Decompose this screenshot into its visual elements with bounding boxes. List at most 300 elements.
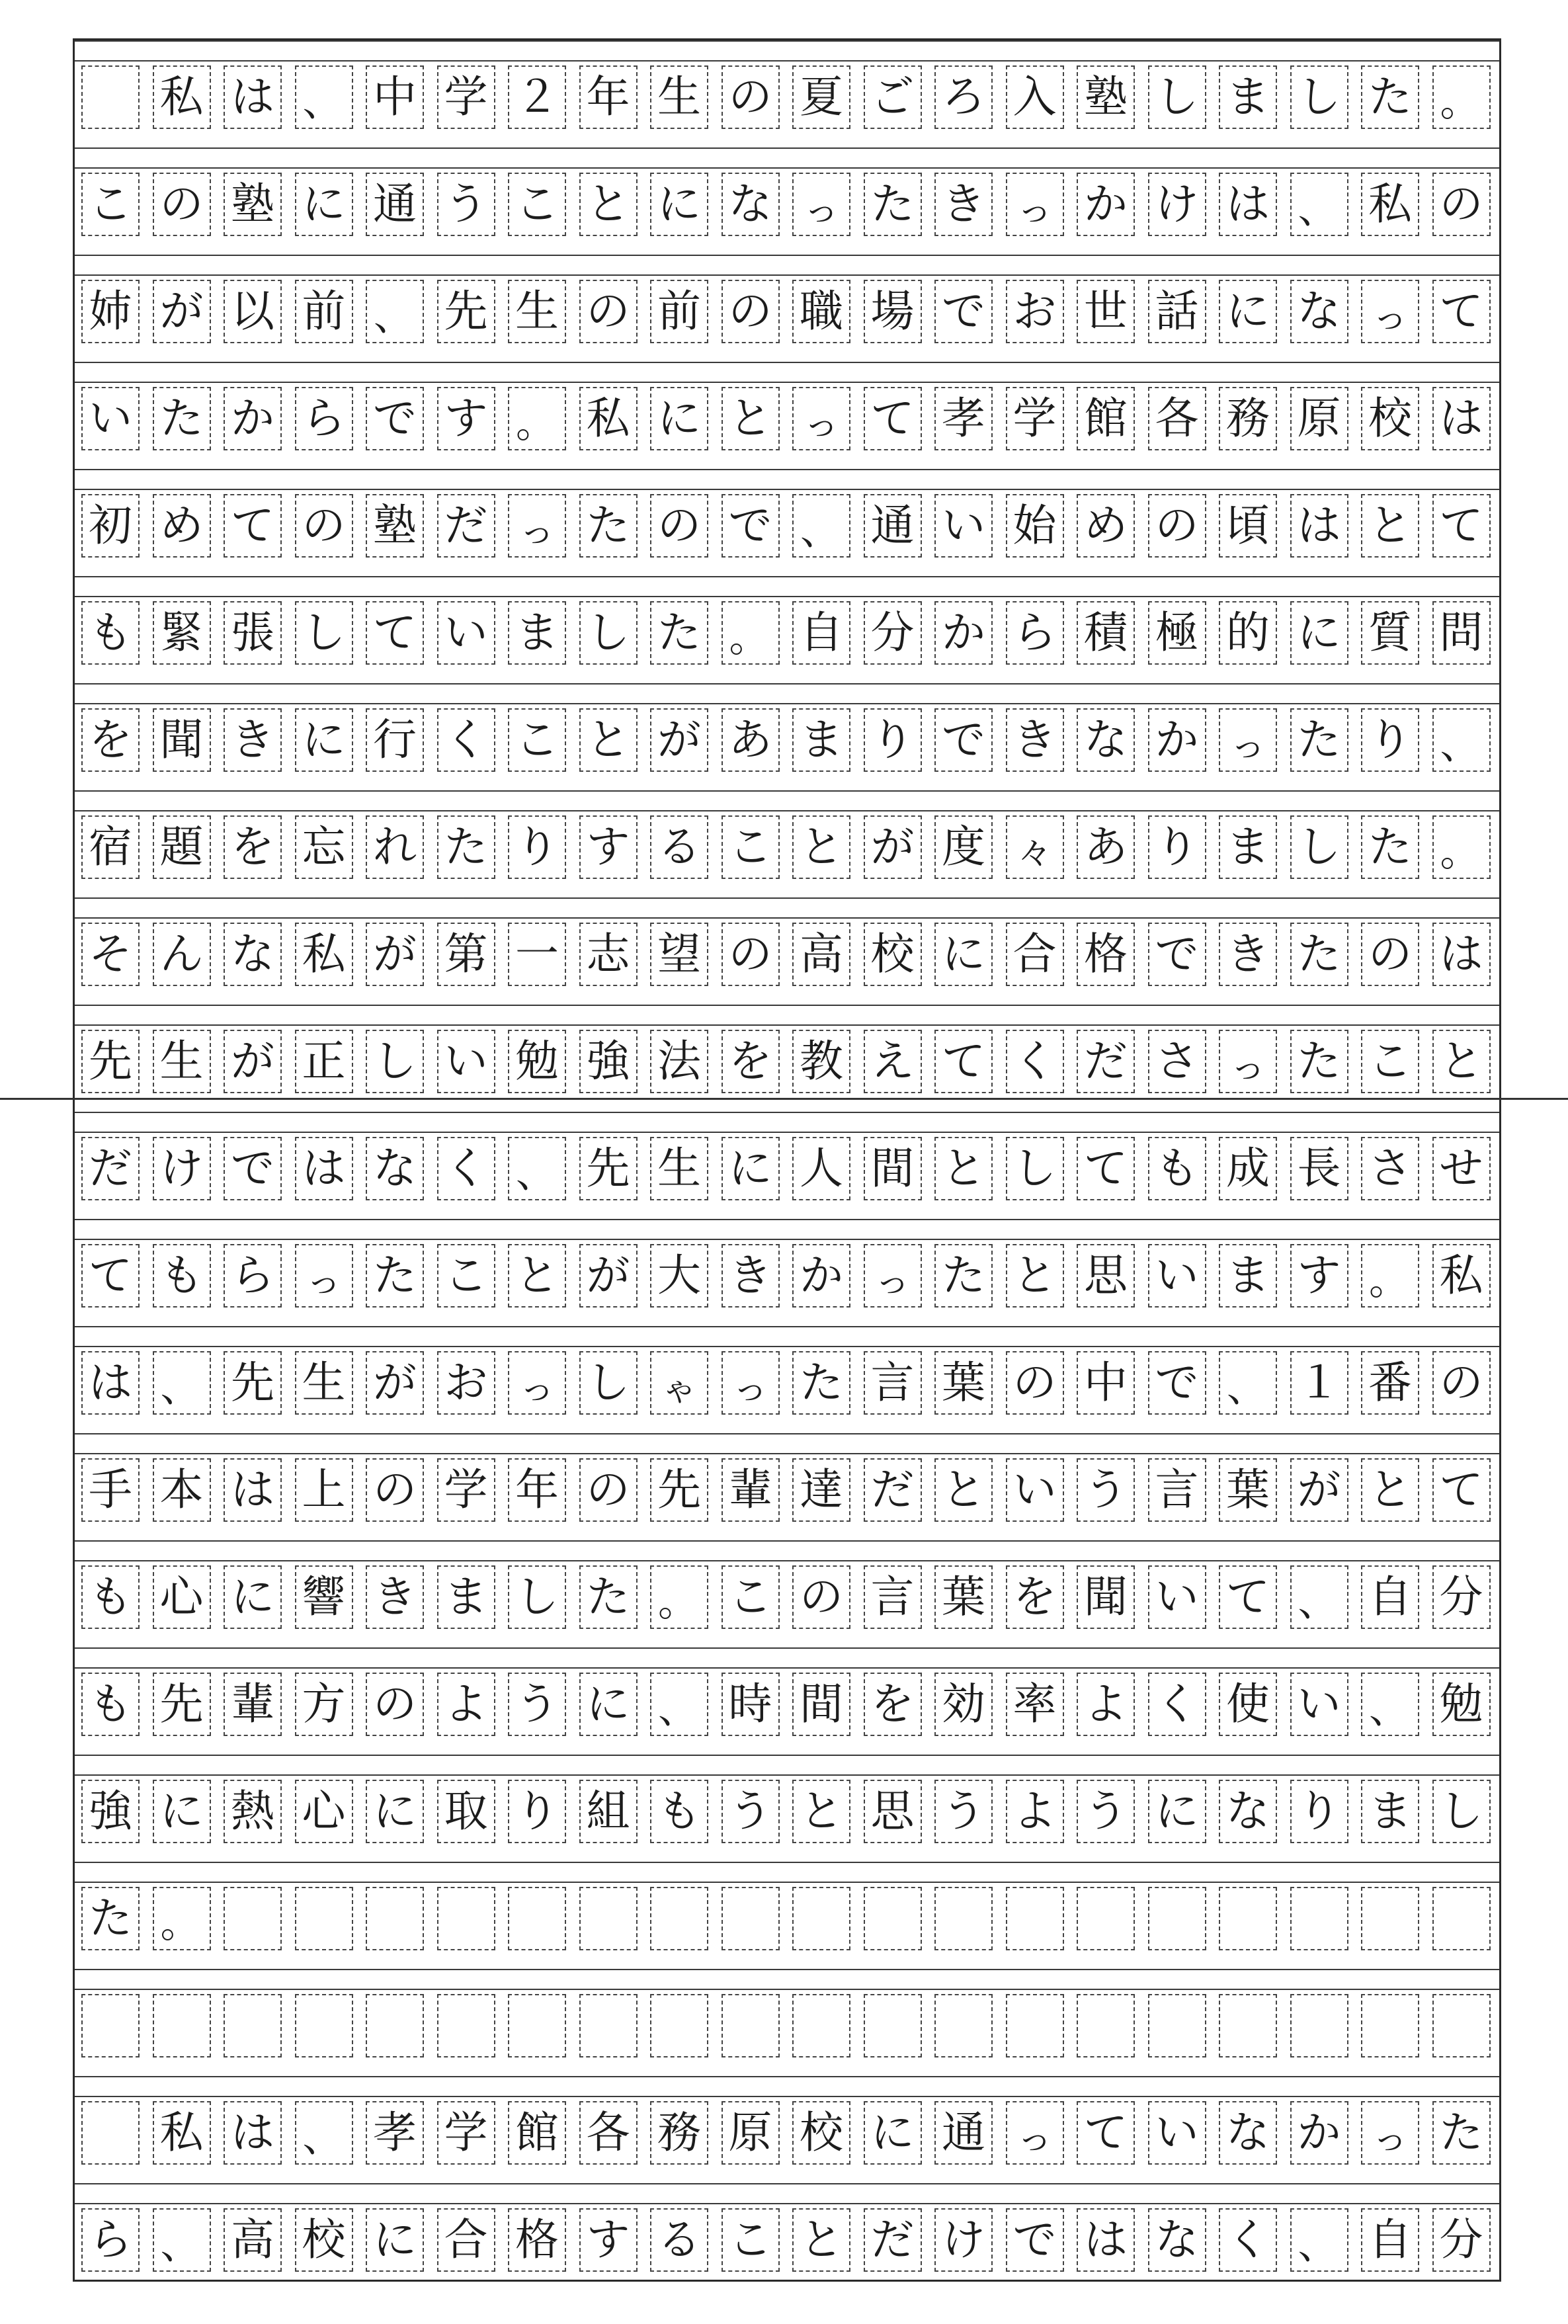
row-gap: [75, 255, 1499, 276]
manuscript-row: [75, 683, 1499, 790]
manuscript-cell: の: [650, 494, 708, 558]
manuscript-cell: お: [437, 1351, 495, 1415]
manuscript-cell: て: [934, 1030, 993, 1093]
manuscript-cell: 中: [366, 65, 424, 129]
manuscript-cell: 。: [722, 601, 780, 665]
manuscript-cell: 、: [1290, 1565, 1348, 1629]
manuscript-cell: る: [650, 2208, 708, 2272]
manuscript-cell: ろ: [934, 65, 993, 129]
manuscript-cell: 高: [792, 923, 850, 986]
manuscript-cell: 塾: [366, 494, 424, 558]
manuscript-cell: ら: [81, 2208, 140, 2272]
manuscript-cell: に: [295, 708, 353, 772]
manuscript-cell: 自: [1361, 2208, 1419, 2272]
manuscript-cell: 思: [864, 1780, 922, 1843]
manuscript-cell: せ: [1432, 1137, 1491, 1200]
manuscript-cell: 。: [508, 387, 566, 450]
manuscript-cell: を: [1006, 1565, 1064, 1629]
manuscript-row: [75, 469, 1499, 576]
manuscript-cell: だ: [864, 2208, 922, 2272]
row-gap: [75, 1112, 1499, 1133]
manuscript-cell: は: [224, 1458, 282, 1522]
manuscript-row: [75, 1219, 1499, 1326]
manuscript-cell: っ: [792, 173, 850, 236]
manuscript-cell: 勉: [1432, 1673, 1491, 1736]
manuscript-cell: し: [508, 1565, 566, 1629]
manuscript-cell: 取: [437, 1780, 495, 1843]
manuscript-cell: 聞: [1077, 1565, 1135, 1629]
manuscript-cell: 勉: [508, 1030, 566, 1093]
manuscript-cell: っ: [792, 387, 850, 450]
manuscript-cell: [864, 1994, 922, 2057]
manuscript-cell: [437, 1887, 495, 1950]
manuscript-cell: 高: [224, 2208, 282, 2272]
manuscript-cell: な: [722, 173, 780, 236]
manuscript-cell: 自: [1361, 1565, 1419, 1629]
row-gap: [75, 147, 1499, 169]
manuscript-cell: し: [579, 601, 638, 665]
manuscript-cell: と: [1361, 1458, 1419, 1522]
manuscript-cell: が: [864, 815, 922, 879]
manuscript-cell: き: [366, 1565, 424, 1629]
manuscript-cell: [1006, 1994, 1064, 2057]
manuscript-cell: に: [1219, 280, 1277, 343]
manuscript-cell: こ: [1361, 1030, 1419, 1093]
manuscript-cell: 心: [295, 1780, 353, 1843]
manuscript-cell: こ: [722, 815, 780, 879]
manuscript-cell: た: [437, 815, 495, 879]
manuscript-cell: [224, 1887, 282, 1950]
manuscript-cell: 、: [650, 1673, 708, 1736]
manuscript-cell: っ: [864, 1244, 922, 1307]
manuscript-row: [75, 2183, 1499, 2290]
manuscript-cell: と: [1432, 1030, 1491, 1093]
manuscript-cell: を: [722, 1030, 780, 1093]
manuscript-cell: [792, 1887, 850, 1950]
manuscript-cell: 通: [366, 173, 424, 236]
manuscript-cell: 行: [366, 708, 424, 772]
manuscript-cell: て: [1432, 280, 1491, 343]
manuscript-cell: っ: [1219, 708, 1277, 772]
manuscript-cell: ま: [437, 1565, 495, 1629]
manuscript-cell: の: [1148, 494, 1206, 558]
manuscript-cell: の: [722, 280, 780, 343]
manuscript-cell: は: [295, 1137, 353, 1200]
manuscript-row: [75, 40, 1499, 147]
manuscript-cell: す: [579, 2208, 638, 2272]
manuscript-cell: う: [722, 1780, 780, 1843]
manuscript-cell: り: [508, 1780, 566, 1843]
manuscript-cell: 、: [792, 494, 850, 558]
manuscript-cell: 葉: [934, 1351, 993, 1415]
manuscript-cell: な: [1219, 1780, 1277, 1843]
manuscript-cell: [81, 65, 140, 129]
manuscript-cell: 生: [650, 1137, 708, 1200]
manuscript-cell: 、: [295, 2101, 353, 2165]
manuscript-row: [75, 1112, 1499, 1219]
manuscript-cell: 。: [1432, 815, 1491, 879]
manuscript-cell: の: [722, 923, 780, 986]
manuscript-cell: も: [81, 601, 140, 665]
manuscript-cell: だ: [81, 1137, 140, 1200]
manuscript-cell: [153, 1994, 211, 2057]
manuscript-cell: 務: [1219, 387, 1277, 450]
manuscript-cell: て: [1077, 2101, 1135, 2165]
manuscript-cell: の: [153, 173, 211, 236]
manuscript-cell: て: [366, 601, 424, 665]
manuscript-cell: に: [366, 2208, 424, 2272]
manuscript-cell: っ: [1006, 173, 1064, 236]
manuscript-cell: た: [1361, 65, 1419, 129]
manuscript-cell: い: [437, 601, 495, 665]
manuscript-cell: あ: [1077, 815, 1135, 879]
manuscript-cell: た: [650, 601, 708, 665]
manuscript-cell: も: [153, 1244, 211, 1307]
manuscript-cell: ま: [792, 708, 850, 772]
manuscript-cell: の: [1361, 923, 1419, 986]
manuscript-cell: を: [864, 1673, 922, 1736]
manuscript-cell: だ: [437, 494, 495, 558]
manuscript-cell: と: [508, 1244, 566, 1307]
manuscript-cell: が: [153, 280, 211, 343]
row-gap: [75, 683, 1499, 704]
manuscript-cell: し: [1290, 815, 1348, 879]
manuscript-cell: こ: [508, 708, 566, 772]
manuscript-cell: た: [1290, 923, 1348, 986]
manuscript-cell: こ: [722, 1565, 780, 1629]
manuscript-cell: 合: [437, 2208, 495, 2272]
manuscript-cell: に: [934, 923, 993, 986]
manuscript-row: [75, 790, 1499, 897]
manuscript-cell: 姉: [81, 280, 140, 343]
manuscript-cell: 各: [579, 2101, 638, 2165]
manuscript-cell: ま: [1219, 815, 1277, 879]
manuscript-cell: も: [81, 1565, 140, 1629]
manuscript-cell: 、: [1219, 1351, 1277, 1415]
manuscript-cell: で: [366, 387, 424, 450]
manuscript-cell: [864, 1887, 922, 1950]
manuscript-cell: 以: [224, 280, 282, 343]
manuscript-cell: 輩: [722, 1458, 780, 1522]
manuscript-row: [75, 1326, 1499, 1433]
manuscript-cell: な: [1290, 280, 1348, 343]
manuscript-cell: [1006, 1887, 1064, 1950]
manuscript-cell: た: [579, 1565, 638, 1629]
manuscript-cell: 格: [1077, 923, 1135, 986]
manuscript-cell: 正: [295, 1030, 353, 1093]
manuscript-cell: た: [366, 1244, 424, 1307]
manuscript-cell: と: [934, 1137, 993, 1200]
manuscript-cell: の: [792, 1565, 850, 1629]
manuscript-cell: [1148, 1994, 1206, 2057]
manuscript-cell: く: [437, 708, 495, 772]
manuscript-cell: い: [1148, 1565, 1206, 1629]
manuscript-cell: [579, 1994, 638, 2057]
manuscript-cell: 校: [864, 923, 922, 986]
manuscript-cell: 。: [1432, 65, 1491, 129]
manuscript-cell: 極: [1148, 601, 1206, 665]
manuscript-cell: 時: [722, 1673, 780, 1736]
manuscript-cell: 館: [1077, 387, 1135, 450]
manuscript-cell: き: [722, 1244, 780, 1307]
manuscript-cell: っ: [1006, 2101, 1064, 2165]
manuscript-cell: 原: [1290, 387, 1348, 450]
manuscript-cell: も: [1148, 1137, 1206, 1200]
manuscript-cell: 葉: [934, 1565, 993, 1629]
manuscript-cell: と: [792, 2208, 850, 2272]
manuscript-cell: け: [934, 2208, 993, 2272]
manuscript-cell: 年: [508, 1458, 566, 1522]
manuscript-cell: り: [1290, 1780, 1348, 1843]
manuscript-cell: 学: [437, 1458, 495, 1522]
manuscript-row: [75, 2076, 1499, 2183]
manuscript-cell: さ: [1148, 1030, 1206, 1093]
manuscript-cell: す: [1290, 1244, 1348, 1307]
manuscript-cell: と: [579, 173, 638, 236]
manuscript-cell: う: [1077, 1780, 1135, 1843]
manuscript-cell: 私: [153, 2101, 211, 2165]
manuscript-cell: き: [224, 708, 282, 772]
manuscript-cell: 大: [650, 1244, 708, 1307]
manuscript-cell: と: [934, 1458, 993, 1522]
manuscript-cell: [81, 1994, 140, 2057]
manuscript-cell: の: [295, 494, 353, 558]
manuscript-cell: れ: [366, 815, 424, 879]
manuscript-cell: 達: [792, 1458, 850, 1522]
manuscript-cell: り: [864, 708, 922, 772]
manuscript-cell: [81, 2101, 140, 2165]
manuscript-cell: 生: [650, 65, 708, 129]
manuscript-cell: の: [579, 1458, 638, 1522]
manuscript-cell: 校: [1361, 387, 1419, 450]
manuscript-cell: [1290, 1994, 1348, 2057]
manuscript-cell: 率: [1006, 1673, 1064, 1736]
manuscript-cell: ま: [1219, 1244, 1277, 1307]
manuscript-cell: に: [224, 1565, 282, 1629]
manuscript-cell: く: [1006, 1030, 1064, 1093]
row-gap: [75, 576, 1499, 597]
row-gap: [75, 1433, 1499, 1454]
manuscript-cell: い: [1148, 2101, 1206, 2165]
manuscript-cell: [1219, 1887, 1277, 1950]
manuscript-cell: く: [1148, 1673, 1206, 1736]
manuscript-cell: 職: [792, 280, 850, 343]
manuscript-cell: て: [1219, 1565, 1277, 1629]
manuscript-cell: 人: [792, 1137, 850, 1200]
manuscript-cell: と: [722, 387, 780, 450]
manuscript-cell: 方: [295, 1673, 353, 1736]
manuscript-cell: 先: [437, 280, 495, 343]
manuscript-cell: か: [934, 601, 993, 665]
manuscript-cell: 、: [508, 1137, 566, 1200]
manuscript-cell: 私: [153, 65, 211, 129]
manuscript-cell: 使: [1219, 1673, 1277, 1736]
manuscript-cell: １: [1290, 1351, 1348, 1415]
manuscript-cell: た: [579, 494, 638, 558]
manuscript-cell: 、: [1361, 1673, 1419, 1736]
manuscript-cell: [1361, 1994, 1419, 2057]
manuscript-cell: 先: [650, 1458, 708, 1522]
manuscript-cell: い: [1006, 1458, 1064, 1522]
manuscript-cell: っ: [722, 1351, 780, 1415]
manuscript-cell: の: [1432, 1351, 1491, 1415]
manuscript-cell: 先: [81, 1030, 140, 1093]
manuscript-cell: た: [864, 173, 922, 236]
manuscript-cell: 分: [1432, 2208, 1491, 2272]
manuscript-cell: で: [1148, 1351, 1206, 1415]
manuscript-cell: か: [1290, 2101, 1348, 2165]
manuscript-cell: い: [1290, 1673, 1348, 1736]
row-gap: [75, 1862, 1499, 1883]
manuscript-cell: 響: [295, 1565, 353, 1629]
manuscript-cell: し: [1290, 65, 1348, 129]
manuscript-cell: 、: [153, 1351, 211, 1415]
manuscript-cell: 格: [508, 2208, 566, 2272]
manuscript-cell: の: [366, 1673, 424, 1736]
manuscript-cell: に: [864, 2101, 922, 2165]
manuscript-cell: た: [1432, 2101, 1491, 2165]
manuscript-cell: 先: [153, 1673, 211, 1736]
manuscript-cell: の: [579, 280, 638, 343]
row-gap: [75, 1219, 1499, 1240]
manuscript-cell: に: [153, 1780, 211, 1843]
manuscript-cell: 聞: [153, 708, 211, 772]
manuscript-cell: か: [1077, 173, 1135, 236]
manuscript-cell: な: [1148, 2208, 1206, 2272]
row-gap: [75, 2183, 1499, 2204]
manuscript-cell: し: [366, 1030, 424, 1093]
manuscript-cell: か: [224, 387, 282, 450]
manuscript-row: [75, 1755, 1499, 1862]
manuscript-cell: 世: [1077, 280, 1135, 343]
manuscript-cell: は: [1432, 923, 1491, 986]
row-gap: [75, 790, 1499, 811]
manuscript-cell: 館: [508, 2101, 566, 2165]
manuscript-cell: 法: [650, 1030, 708, 1093]
manuscript-cell: て: [81, 1244, 140, 1307]
manuscript-cell: て: [1077, 1137, 1135, 1200]
row-gap: [75, 1755, 1499, 1776]
manuscript-cell: 。: [153, 1887, 211, 1950]
manuscript-cell: 、: [1290, 173, 1348, 236]
manuscript-cell: 孝: [366, 2101, 424, 2165]
manuscript-cell: [722, 1994, 780, 2057]
manuscript-cell: 中: [1077, 1351, 1135, 1415]
manuscript-cell: 熱: [224, 1780, 282, 1843]
manuscript-row: [75, 897, 1499, 1005]
manuscript-cell: 組: [579, 1780, 638, 1843]
manuscript-cell: 第: [437, 923, 495, 986]
manuscript-cell: に: [366, 1780, 424, 1843]
manuscript-cell: 、: [1432, 708, 1491, 772]
manuscript-row: [75, 1005, 1499, 1112]
row-gap: [75, 362, 1499, 383]
manuscript-cell: 先: [579, 1137, 638, 1200]
manuscript-cell: ら: [224, 1244, 282, 1307]
manuscript-cell: 成: [1219, 1137, 1277, 1200]
manuscript-cell: 望: [650, 923, 708, 986]
manuscript-cell: 上: [295, 1458, 353, 1522]
manuscript-cell: ２: [508, 65, 566, 129]
manuscript-cell: 、: [153, 2208, 211, 2272]
manuscript-cell: い: [934, 494, 993, 558]
manuscript-cell: こ: [722, 2208, 780, 2272]
manuscript-cell: 本: [153, 1458, 211, 1522]
manuscript-cell: 生: [508, 280, 566, 343]
manuscript-row: [75, 255, 1499, 362]
manuscript-cell: 通: [864, 494, 922, 558]
manuscript-cell: く: [437, 1137, 495, 1200]
manuscript-cell: す: [579, 815, 638, 879]
manuscript-cell: よ: [437, 1673, 495, 1736]
manuscript-cell: 強: [579, 1030, 638, 1093]
manuscript-cell: て: [1432, 1458, 1491, 1522]
manuscript-cell: に: [295, 173, 353, 236]
manuscript-cell: が: [650, 708, 708, 772]
manuscript-cell: 宿: [81, 815, 140, 879]
manuscript-cell: よ: [1077, 1673, 1135, 1736]
manuscript-row: [75, 1647, 1499, 1755]
manuscript-cell: に: [579, 1673, 638, 1736]
manuscript-cell: 々: [1006, 815, 1064, 879]
manuscript-cell: 度: [934, 815, 993, 879]
manuscript-cell: て: [1432, 494, 1491, 558]
manuscript-cell: 頃: [1219, 494, 1277, 558]
manuscript-cell: 夏: [792, 65, 850, 129]
manuscript-cell: ん: [153, 923, 211, 986]
manuscript-cell: っ: [1361, 280, 1419, 343]
manuscript-cell: 入: [1006, 65, 1064, 129]
manuscript-cell: え: [864, 1030, 922, 1093]
manuscript-cell: な: [1219, 2101, 1277, 2165]
manuscript-cell: は: [1290, 494, 1348, 558]
manuscript-cell: [508, 1887, 566, 1950]
manuscript-cell: と: [1006, 1244, 1064, 1307]
manuscript-cell: が: [366, 923, 424, 986]
manuscript-cell: が: [224, 1030, 282, 1093]
manuscript-row: [75, 1540, 1499, 1647]
manuscript-cell: し: [579, 1351, 638, 1415]
manuscript-cell: [1077, 1994, 1135, 2057]
manuscript-cell: 間: [792, 1673, 850, 1736]
manuscript-cell: な: [366, 1137, 424, 1200]
manuscript-cell: い: [1148, 1244, 1206, 1307]
manuscript-row: [75, 1433, 1499, 1540]
manuscript-cell: し: [1006, 1137, 1064, 1200]
manuscript-cell: さ: [1361, 1137, 1419, 1200]
manuscript-cell: が: [579, 1244, 638, 1307]
manuscript-cell: な: [224, 923, 282, 986]
manuscript-cell: [650, 1887, 708, 1950]
manuscript-cell: ゃ: [650, 1351, 708, 1415]
manuscript-cell: [1219, 1994, 1277, 2057]
manuscript-cell: は: [224, 65, 282, 129]
manuscript-cell: こ: [81, 173, 140, 236]
manuscript-cell: 緊: [153, 601, 211, 665]
manuscript-cell: 番: [1361, 1351, 1419, 1415]
manuscript-cell: 長: [1290, 1137, 1348, 1200]
row-gap: [75, 2076, 1499, 2097]
manuscript-cell: る: [650, 815, 708, 879]
manuscript-cell: 原: [722, 2101, 780, 2165]
manuscript-cell: な: [1077, 708, 1135, 772]
manuscript-cell: の: [366, 1458, 424, 1522]
manuscript-cell: 葉: [1219, 1458, 1277, 1522]
manuscript-cell: 孝: [934, 387, 993, 450]
row-gap: [75, 469, 1499, 490]
manuscript-cell: 張: [224, 601, 282, 665]
manuscript-cell: き: [1219, 923, 1277, 986]
